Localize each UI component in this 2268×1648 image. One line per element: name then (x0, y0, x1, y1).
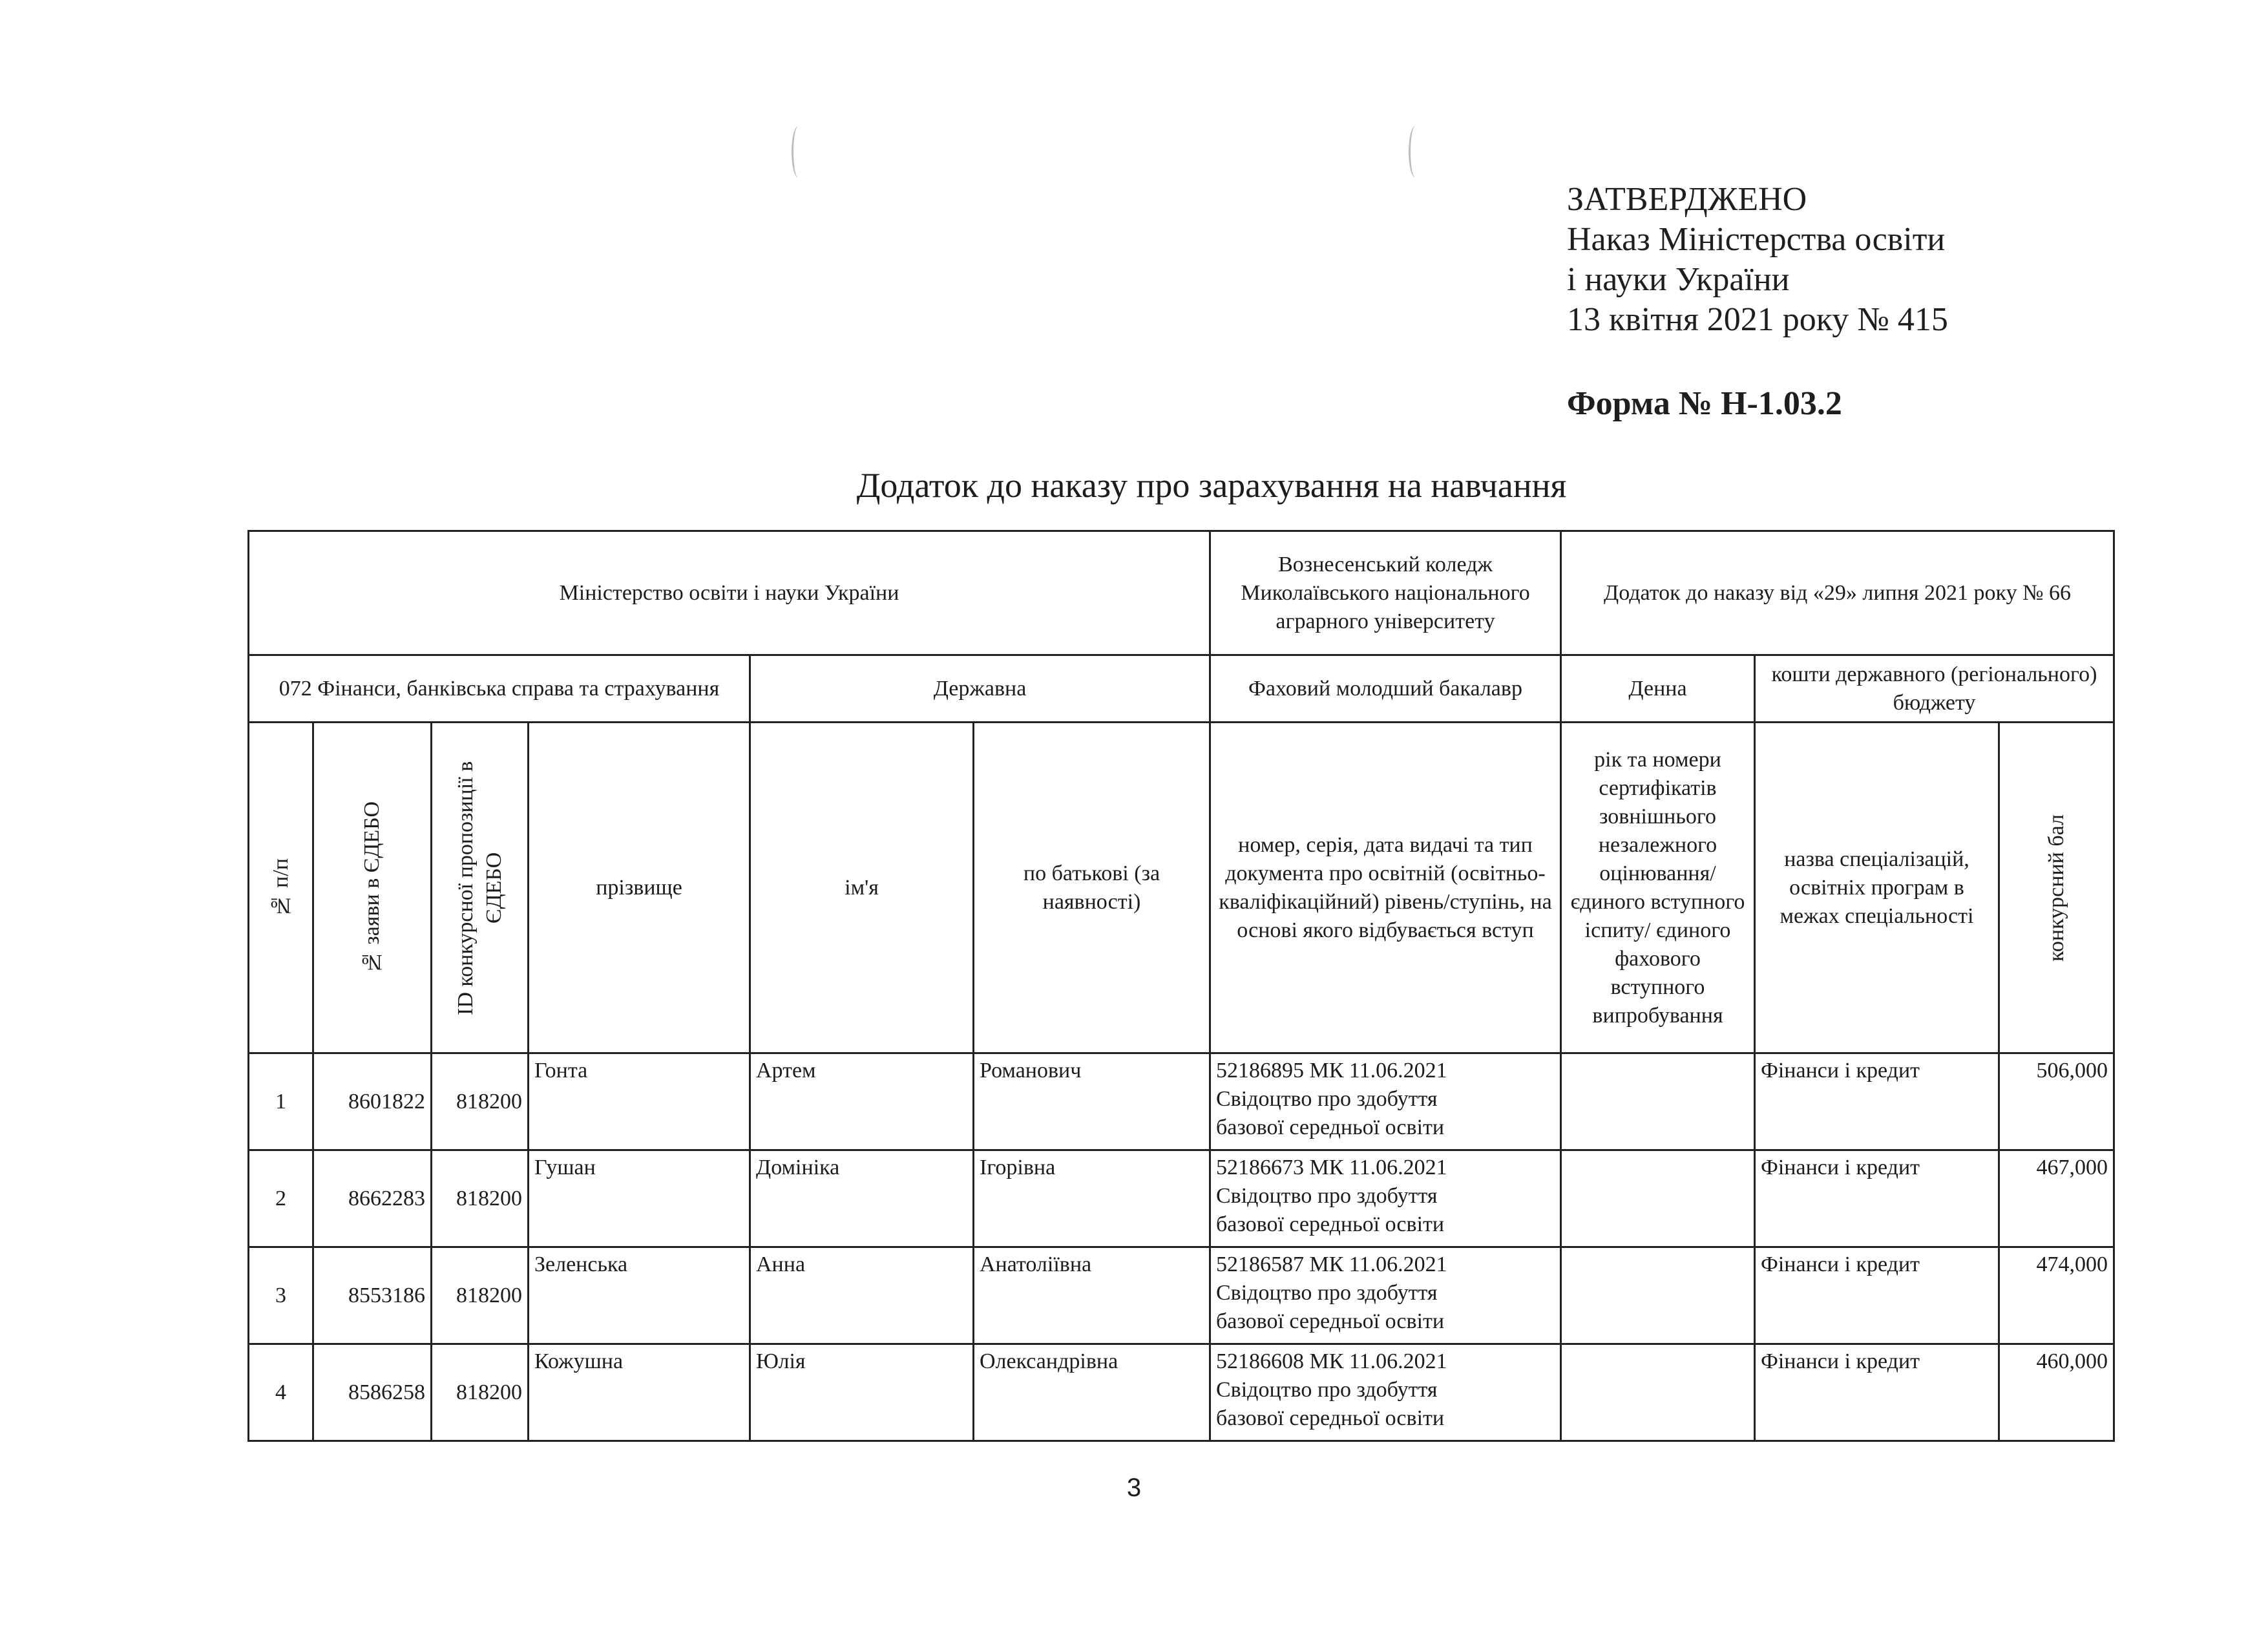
page-number: 3 (1126, 1474, 1142, 1502)
specialization: Фінанси і кредит (1755, 1344, 1999, 1441)
offer-id: 818200 (432, 1150, 529, 1247)
col-specialization-header: назва спеціалізацій, освітніх програм в межах спеціальності (1755, 723, 1999, 1053)
specialization: Фінанси і кредит (1755, 1247, 1999, 1344)
surname: Гушан (529, 1150, 750, 1247)
institution-cell: Вознесенський коледж Миколаївського національного аграрного університету (1210, 531, 1561, 655)
first-name: Домініка (750, 1150, 974, 1247)
col-application-header: № заяви в ЄДЕБО (313, 723, 432, 1053)
col-patronymic-header: по батькові (за наявності) (974, 723, 1210, 1053)
ministry-cell: Міністерство освіти і науки України (249, 531, 1210, 655)
surname: Гонта (529, 1053, 750, 1150)
approval-line: Наказ Міністерства освіти (1567, 221, 1946, 258)
header-row-2 (249, 655, 2114, 723)
patronymic: Анатоліївна (974, 1247, 1210, 1344)
specialization: Фінанси і кредит (1755, 1150, 1999, 1247)
row-number: 4 (249, 1344, 313, 1441)
table-row (249, 1247, 2114, 1344)
column-header-row (249, 723, 2114, 1053)
education-document: 52186608 МК 11.06.2021 Свідоцтво про здобуття базової середньої освіти (1210, 1344, 1561, 1441)
first-name: Анна (750, 1247, 974, 1344)
application-number: 8662283 (313, 1150, 432, 1247)
col-document-header: номер, серія, дата видачі та тип документа про освітній (освітньо-кваліфікаційний) рівень/ступінь, на основі якого відбувається вступ (1210, 723, 1561, 1053)
order-cell: Додаток до наказу від «29» липня 2021 року № 66 (1561, 531, 2114, 655)
score: 467,000 (1999, 1150, 2114, 1247)
scan-mark (792, 126, 805, 178)
score: 506,000 (1999, 1053, 2114, 1150)
document-title: Додаток до наказу про зарахування на навчання (856, 466, 1567, 505)
col-num-header: № п/п (249, 723, 313, 1053)
score: 460,000 (1999, 1344, 2114, 1441)
row-number: 1 (249, 1053, 313, 1150)
header-row-1 (249, 531, 2114, 655)
approval-line: 13 квітня 2021 року № 415 (1567, 301, 1948, 338)
col-name-header: ім'я (750, 723, 974, 1053)
table-row (249, 1053, 2114, 1150)
certificates (1561, 1053, 1755, 1150)
surname: Кожушна (529, 1344, 750, 1441)
offer-id: 818200 (432, 1247, 529, 1344)
ownership-cell: Державна (750, 655, 1210, 723)
patronymic: Романович (974, 1053, 1210, 1150)
patronymic: Олександрівна (974, 1344, 1210, 1441)
specialty-cell: 072 Фінанси, банківська справа та страхування (249, 655, 750, 723)
row-number: 3 (249, 1247, 313, 1344)
table-row (249, 1344, 2114, 1441)
approval-block (1567, 180, 1948, 340)
approval-line: ЗАТВЕРДЖЕНО (1567, 181, 1807, 218)
surname: Зеленська (529, 1247, 750, 1344)
offer-id: 818200 (432, 1344, 529, 1441)
application-number: 8601822 (313, 1053, 432, 1150)
row-number: 2 (249, 1150, 313, 1247)
col-score-header: конкурсний бал (1999, 723, 2114, 1053)
education-document: 52186673 МК 11.06.2021 Свідоцтво про здобуття базової середньої освіти (1210, 1150, 1561, 1247)
table-row (249, 1150, 2114, 1247)
education-document: 52186895 МК 11.06.2021 Свідоцтво про здобуття базової середньої освіти (1210, 1053, 1561, 1150)
specialization: Фінанси і кредит (1755, 1053, 1999, 1150)
form-number: Форма № Н-1.03.2 (1567, 385, 1842, 422)
score: 474,000 (1999, 1247, 2114, 1344)
degree-cell: Фаховий молодший бакалавр (1210, 655, 1561, 723)
certificates (1561, 1247, 1755, 1344)
scan-mark (1409, 126, 1422, 178)
application-number: 8553186 (313, 1247, 432, 1344)
patronymic: Ігорівна (974, 1150, 1210, 1247)
certificates (1561, 1344, 1755, 1441)
col-surname-header: прізвище (529, 723, 750, 1053)
education-document: 52186587 МК 11.06.2021 Свідоцтво про здобуття базової середньої освіти (1210, 1247, 1561, 1344)
certificates (1561, 1150, 1755, 1247)
enrollment-table (247, 530, 2115, 1442)
first-name: Артем (750, 1053, 974, 1150)
col-offer-id-header: ID конкурсної пропозиції в ЄДЕБО (432, 723, 529, 1053)
first-name: Юлія (750, 1344, 974, 1441)
study-form-cell: Денна (1561, 655, 1755, 723)
funding-cell: кошти державного (регіонального) бюджету (1755, 655, 2114, 723)
col-certificates-header: рік та номери сертифікатів зовнішнього незалежного оцінювання/ єдиного вступного іспиту/ єдиного фахового вступного випробування (1561, 723, 1755, 1053)
approval-line: і науки України (1567, 261, 1790, 298)
application-number: 8586258 (313, 1344, 432, 1441)
offer-id: 818200 (432, 1053, 529, 1150)
